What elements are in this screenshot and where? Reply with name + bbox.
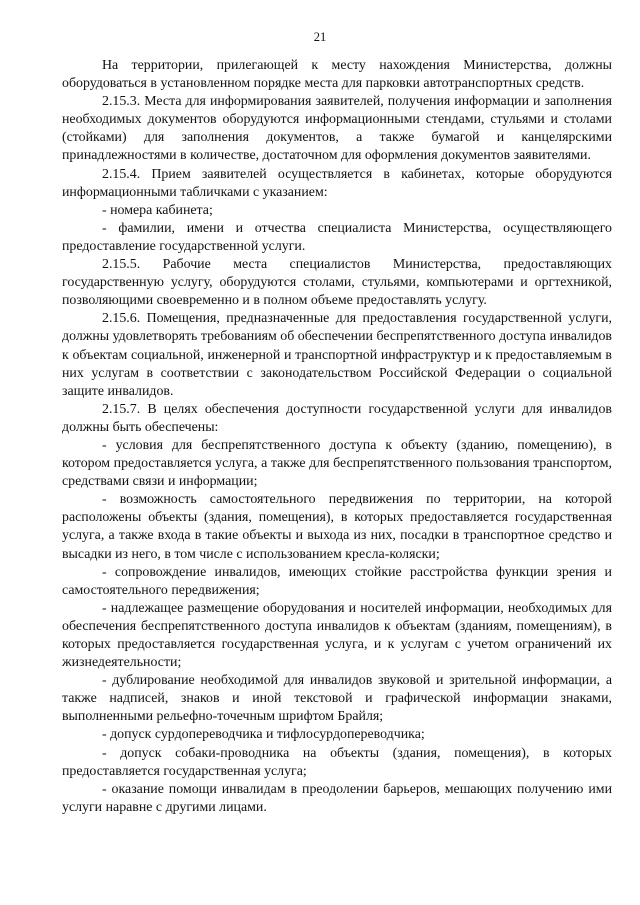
paragraph-2-15-3: 2.15.3. Места для информирования заявителей, получения информации и заполнения необходимых документов оборудуются информационными стендами, стульями и столами (стойками) для заполнения документов, а также бумагой и канцелярскими принадлежностями в количестве, достаточном для оформления документов заявителями. — [62, 94, 612, 164]
document-body — [62, 57, 612, 817]
list-item-information-duplication: - дублирование необходимой для инвалидов звуковой и зрительной информации, а также надписей, знаков и иной текстовой и графической информации знаками, выполненными рельефно-точечным шрифтом Брайля; — [62, 673, 612, 725]
list-item-access-conditions: - условия для беспрепятственного доступа к объекту (зданию, помещению), в котором предоставляется услуга, а также для беспрепятственного пользования транспортом, средствами связи и информации; — [62, 437, 612, 490]
paragraph-2-15-5: 2.15.5. Рабочие места специалистов Министерства, предоставляющих государственную услугу, оборудуются столами, стульями, компьютерами и оргтехникой, позволяющими своевременно и в полном объеме предоставлять услугу. — [62, 257, 612, 309]
list-item-assistance: - оказание помощи инвалидам в преодолении барьеров, мешающих получению ими услуги наравне с другими лицами. — [62, 781, 612, 815]
list-item-equipment-placement: - надлежащее размещение оборудования и носителей информации, необходимых для обеспечения беспрепятственного доступа инвалидов к объектам (зданиям, помещениям), в которых предоставляется государственная услуга, и к услугам с учетом ограничений их жизнедеятельности; — [62, 600, 612, 671]
paragraph-2-15-4: 2.15.4. Прием заявителей осуществляется в кабинетах, которые оборудуются информационными табличками с указанием: — [62, 166, 612, 200]
list-item-independent-movement: - возможность самостоятельного передвижения по территории, на которой расположены объекты (здания, помещения), в которых предоставляется государственная услуга, а также входа в такие объекты и выхода из них, посадки в транспортное средство и высадки из него, в том числе с использованием кресла-коляски; — [62, 492, 612, 562]
list-item-sign-interpreter: - допуск сурдопереводчика и тифлосурдопереводчика; — [102, 727, 425, 743]
page-number: 21 — [313, 30, 327, 44]
paragraph-parking: На территории, прилегающей к месту нахождения Министерства, должны оборудоваться в установленном порядке места для парковки автотранспортных средств. — [62, 58, 612, 92]
paragraph-2-15-7: 2.15.7. В целях обеспечения доступности государственной услуги для инвалидов должны быть обеспечены: — [62, 401, 612, 435]
list-item-guide-dog: - допуск собаки-проводника на объекты (здания, помещения), в которых предоставляется государственная услуга; — [62, 745, 612, 779]
paragraph-2-15-6: 2.15.6. Помещения, предназначенные для предоставления государственной услуги, должны удовлетворять требованиям об обеспечении беспрепятственного доступа инвалидов к объектам социальной, инженерной и транспортной инфраструктур и к предоставляемым в них услугам в соответствии с законодательством Российской Федерации о социальной защите инвалидов. — [62, 311, 612, 399]
list-item-specialist-name: - фамилии, имени и отчества специалиста Министерства, осуществляющего предоставление государственной услуги. — [62, 220, 612, 254]
list-item-room-number: - номера кабинета; — [102, 202, 213, 218]
list-item-escort: - сопровождение инвалидов, имеющих стойкие расстройства функции зрения и самостоятельного передвижения; — [62, 564, 612, 598]
